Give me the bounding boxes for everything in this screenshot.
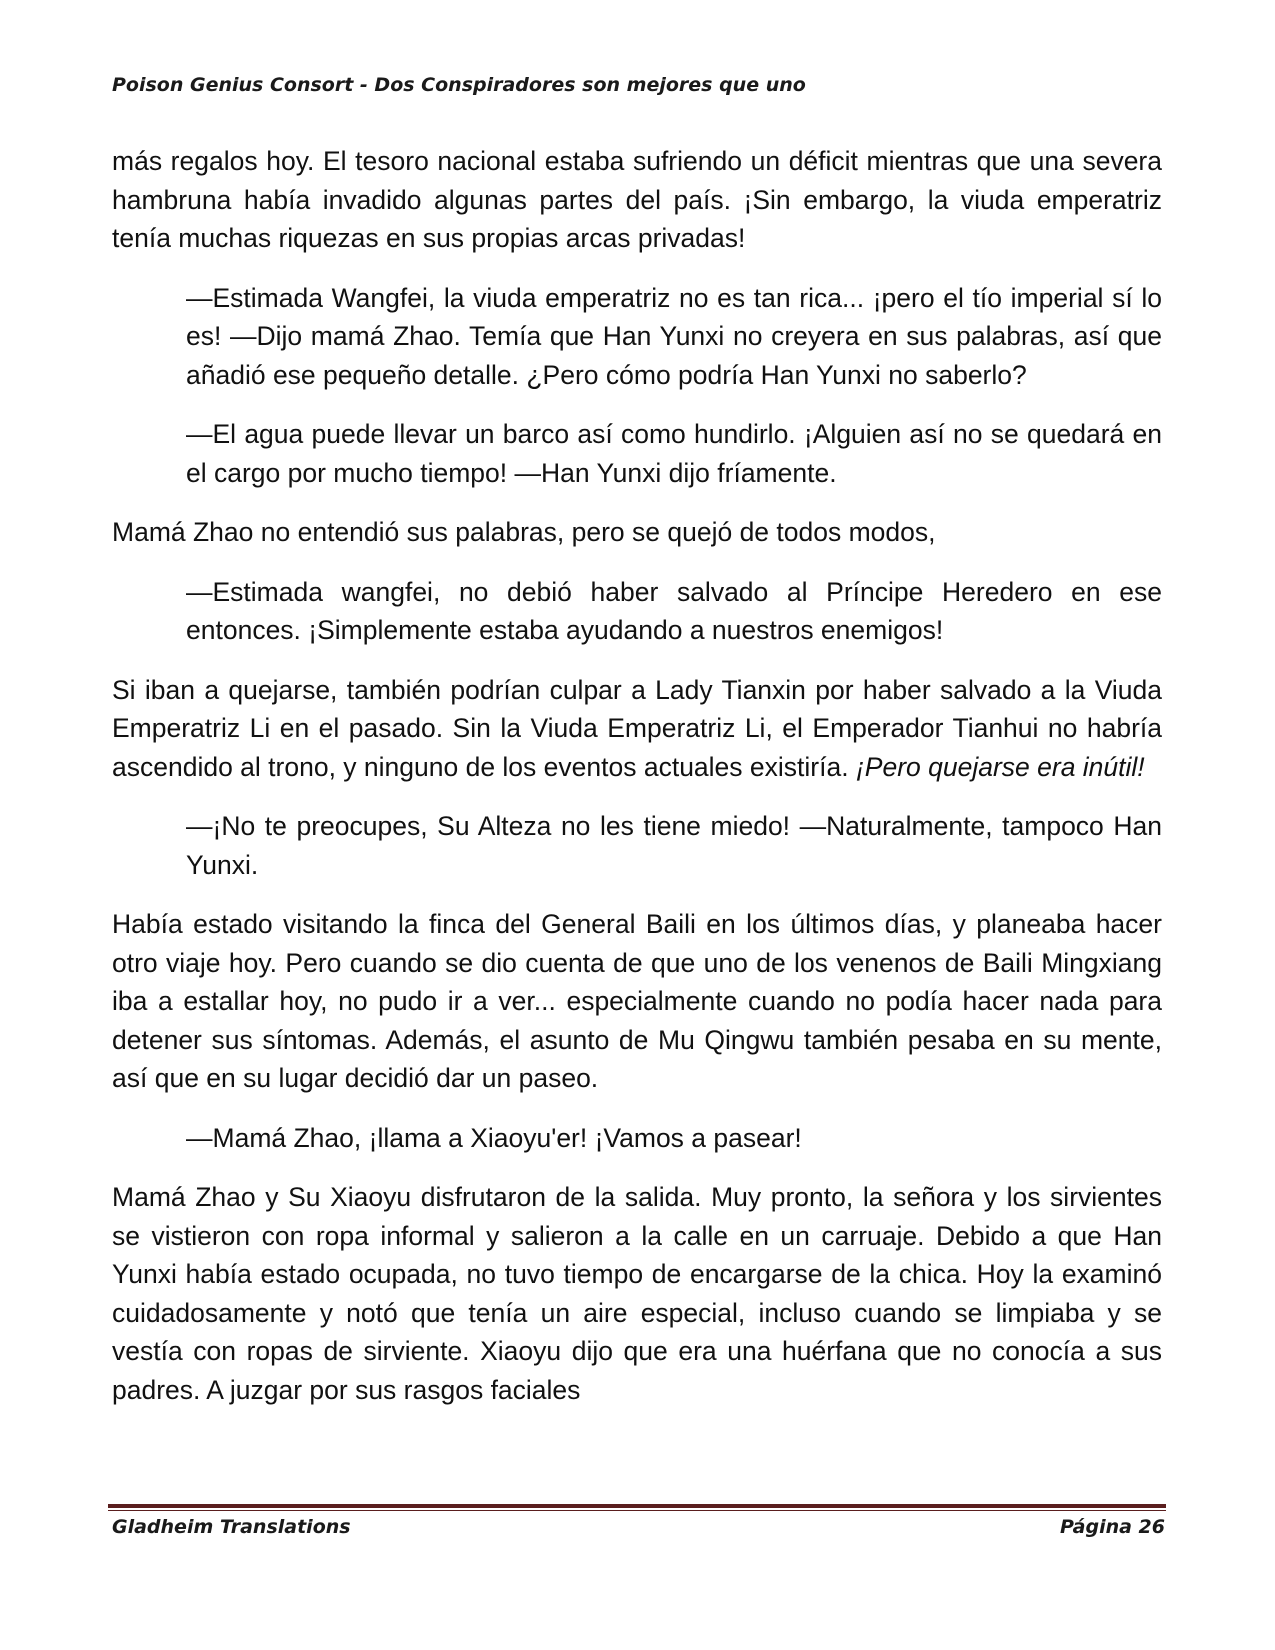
paragraph-4: Mamá Zhao no entendió sus palabras, pero se quejó de todos modos, bbox=[112, 517, 936, 547]
dialogue-paragraph-2: —Estimada Wangfei, la viuda emperatriz no es tan rica... ¡pero el tío imperial sí lo es! —Dijo mamá Zhao. Temía que Han Yunxi no creyera en sus palabras, así que añadió ese pequeño detalle. ¿Pero cómo podría Han Yunxi no saberlo? bbox=[186, 282, 1162, 390]
body-text bbox=[112, 142, 1162, 1430]
footer-rule-thick bbox=[108, 1504, 1166, 1508]
footer-rule-thin bbox=[108, 1510, 1166, 1511]
paragraph-8: Había estado visitando la finca del General Baili en los últimos días, y planeaba hacer otro viaje hoy. Pero cuando se dio cuenta de que uno de los venenos de Baili Mingxiang iba a estallar hoy, no pudo ir a ver... especialmente cuando no podía hacer nada para detener sus síntomas. Además, el asunto de Mu Qingwu también pesaba en su mente, así que en su lugar decidió dar un paseo. bbox=[112, 909, 1162, 1093]
paragraph-6 bbox=[112, 671, 1162, 787]
dialogue-paragraph-5: —Estimada wangfei, no debió haber salvado al Príncipe Heredero en ese entonces. ¡Simplemente estaba ayudando a nuestros enemigos! bbox=[186, 576, 1162, 645]
dialogue-paragraph-3: —El agua puede llevar un barco así como hundirlo. ¡Alguien así no se quedará en el cargo por mucho tiempo! —Han Yunxi dijo fríamente. bbox=[186, 419, 1162, 488]
dialogue-paragraph-9: —Mamá Zhao, ¡llama a Xiaoyu'er! ¡Vamos a pasear! bbox=[186, 1122, 802, 1153]
paragraph-1: más regalos hoy. El tesoro nacional estaba sufriendo un déficit mientras que una severa hambruna había invadido algunas partes del país. ¡Sin embargo, la viuda emperatriz tenía muchas riquezas en sus propias arcas privadas! bbox=[112, 146, 1162, 253]
footer-page-number: Página 26 bbox=[1059, 1516, 1165, 1538]
dialogue-paragraph-7: —¡No te preocupes, Su Alteza no les tiene miedo! —Naturalmente, tampoco Han Yunxi. bbox=[186, 811, 1162, 880]
paragraph-6-text: Si iban a quejarse, también podrían culpar a Lady Tianxin por haber salvado a la Viuda Emperatriz Li en el pasado. Sin la Viuda Emperatriz Li, el Emperador Tianhui no habría ascendido al trono, y ninguno de los eventos actuales existiría. bbox=[112, 674, 1162, 782]
running-header: Poison Genius Consort - Dos Conspiradores son mejores que uno bbox=[112, 74, 806, 96]
footer-translator-credit: Gladheim Translations bbox=[112, 1516, 351, 1538]
paragraph-10: Mamá Zhao y Su Xiaoyu disfrutaron de la salida. Muy pronto, la señora y los sirvientes se vistieron con ropa informal y salieron a la calle en un carruaje. Debido a que Han Yunxi había estado ocupada, no tuvo tiempo de encargarse de la chica. Hoy la examinó cuidadosamente y notó que tenía un aire especial, incluso cuando se limpiaba y se vestía con ropas de sirviente. Xiaoyu dijo que era una huérfana que no conocía a sus padres. A juzgar por sus rasgos faciales bbox=[112, 1182, 1162, 1405]
paragraph-6-italic-text: ¡Pero quejarse era inútil! bbox=[855, 751, 1145, 782]
